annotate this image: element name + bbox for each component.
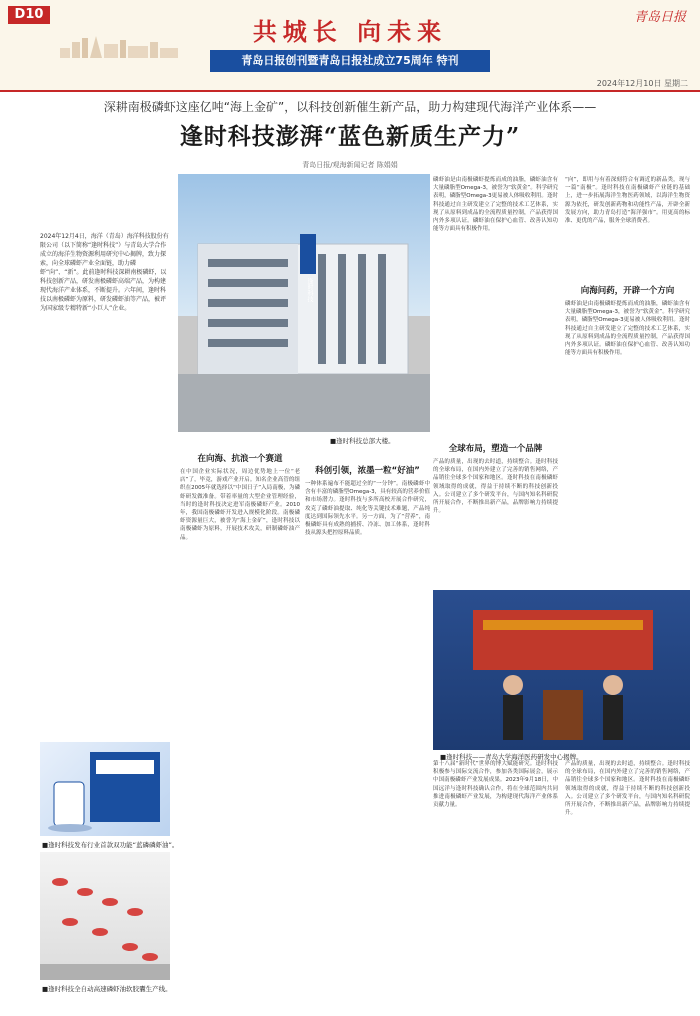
caption-factory: ■逢时科技全自动高速磷虾油软胶囊生产线。 (42, 985, 172, 993)
masthead-rule (0, 90, 700, 92)
building-icon (178, 174, 430, 432)
body-column-3: 磷虾油是由南极磷虾提炼而成的油脂，磷虾油含有大量磷脂型Omega-3，被誉为“软黄金”。科学研究表明，磷脂型Omega-3更易被人体吸收利用。逢时科技通过自主研发建立了完整的技术工艺体系，实现了从原料到成品的全流程质量控制，产品获得国内外多项认证。磷虾油在保护心血管、改善认知功能等方面具有积极作用。 (433, 177, 558, 233)
newspaper-logo: 青岛日报 (633, 10, 686, 25)
body-column-7: 磷虾油是由南极磷虾提炼而成的油脂，磷虾油含有大量磷脂型Omega-3，被誉为“软黄金”。科学研究表明，磷脂型Omega-3更易被人体吸收利用。逢时科技通过自主研发建立了完整的技术工艺体系，实现了从原料到成品的全流程质量控制，产品获得国内外多项认证。磷虾油在保护心血管、改善认知功能等方面具有积极作用。 (565, 301, 690, 357)
kicker: 深耕南极磷虾这座亿吨“海上金矿”，以科技创新催生新产品，助力构建现代海洋产业体系—— (103, 100, 597, 114)
photo-meeting (433, 590, 690, 750)
body-column-6: “向”，即用与有着深刻符合有调近的新品类，现与一篇“南极”。逢时科技在南极磷虾产业链的基础上，进一步拓展海洋生物医药领域，以海洋生物资源为依托，研发创新药物和功能性产品，开辟全新发展方向，助力青岛打造“海洋强市”。用更高的标准、更优的产品，服务全球消费者。 (565, 177, 690, 225)
body-column-5: 第十八届“新时代”世界的博大赋能研究。逢时科技积极参与国际交流合作，参加各类国际展会，展示中国南极磷虾产业发展成果。2023年9月18日，中国远洋与逢时科技确认合作，将在全球范围内共同推进南极磷虾产业发展，为构建现代海洋产业体系贡献力量。 (433, 761, 558, 809)
building-sign: 逢时科技 (306, 278, 313, 302)
page-number: D10 (8, 6, 50, 24)
masthead (0, 0, 700, 92)
lead-paragraph: 2024年12月4日，海洋（青岛）海洋科技股份有限公司（以下简称“逢时科技”）与青岛大学合作成立的海洋生物资源利用研究中心揭牌，致力探索，向全球磷虾产业全面链，助力磷虾“向”、“新”。此前逢时科技深耕南极磷虾，以科技创新产品，研发南极磷虾高端产品，为构建现代海洋产业体系，不断提升。六年间，逢时科技以南极磷虾为原料，研发磷虾油等产品，被评为国家级专精特新“小巨人”企业。 (40, 233, 169, 312)
body-column-4: 产品的质量，出现的去时道，持续整合。逢时科技的全球布局，在国内外建立了完善的销售网络，产品销往全球多个国家和地区。逢时科技在南极磷虾领域取得的成就，得益于持续不断的科技创新投入。公司建立了多个研发平台，与国内知名科研院所开展合作，不断推出新产品，品牌影响力持续提升。 (433, 459, 558, 515)
byline: 青岛日报/观海新闻记者 陈娟娟 (302, 161, 398, 169)
section-head-3: 全球布局，塑造一个品牌 (448, 444, 543, 454)
caption-product: ■逢时科技发布行业首款双功能“蓝磷磷虾油”。 (42, 841, 179, 849)
body-column-1: 在中国企业实际状况，周边优势地上一位“老店”了，毕竟，游戏产业开启。知名企业高管的组织在2005年就选择以“中国日子”入局南极，为磷虾研发做准备。带着率量的大型企业管理经验，当时的逢时科技决定进军南极磷虾产业。2010年，我国南极磷虾开发进入规模化阶段。南极磷虾资源量巨大，被誉为“海上金矿”，逢时科技以南极磷虾为原料，开展技术攻关，研制磷虾油产品。 (180, 469, 300, 541)
photo-product (40, 742, 170, 836)
caption-headquarters: ■逢时科技总部大楼。 (330, 437, 395, 445)
section-head-2: 科创引领，浓墨一粒“好油” (315, 466, 420, 476)
photo-factory (40, 852, 170, 980)
banner-title: 共城长 向未来 (252, 17, 448, 46)
headline: 逢时科技澎湃“蓝色新质生产力” (179, 123, 521, 150)
ceremony-icon (433, 590, 690, 750)
section-head-1: 在向海、抗浪一个赛道 (197, 454, 283, 464)
capsule-line-icon (40, 852, 170, 980)
banner-subtitle: 青岛日报创刊暨青岛日报社成立75周年 特刊 (210, 50, 490, 72)
dateline: 2024年12月10日 星期二 (596, 79, 688, 88)
body-column-2: 一种体系遍布不能超过全的“一分钟”。南极磷虾中含有丰富的磷脂型Omega-3，具有较高的营养价值和市场潜力。逢时科技与多所高校开展合作研究，攻克了磷虾油提取、纯化等关键技术难题，产品纯度达到国际领先水平。另一方面，为了“营养”，南极磷虾具有成熟的捕捞、冷冻、加工体系，逢时科技从源头把控原料品质。 (305, 481, 430, 537)
photo-headquarters (178, 174, 430, 432)
body-column-8: 产品的质量，出现的去时道，持续整合。逢时科技的全球布局，在国内外建立了完善的销售网络，产品销往全球多个国家和地区。逢时科技在南极磷虾领域取得的成就，得益于持续不断的科技创新投入。公司建立了多个研发平台，与国内知名科研院所开展合作，不断推出新产品，品牌影响力持续提升。 (565, 761, 690, 817)
caption-meeting: ■逢时科技——青岛大学海洋医药研发中心揭牌。 (440, 753, 583, 761)
product-icon (40, 742, 170, 836)
section-head-4: 向海问药，开辟一个方向 (580, 286, 675, 296)
